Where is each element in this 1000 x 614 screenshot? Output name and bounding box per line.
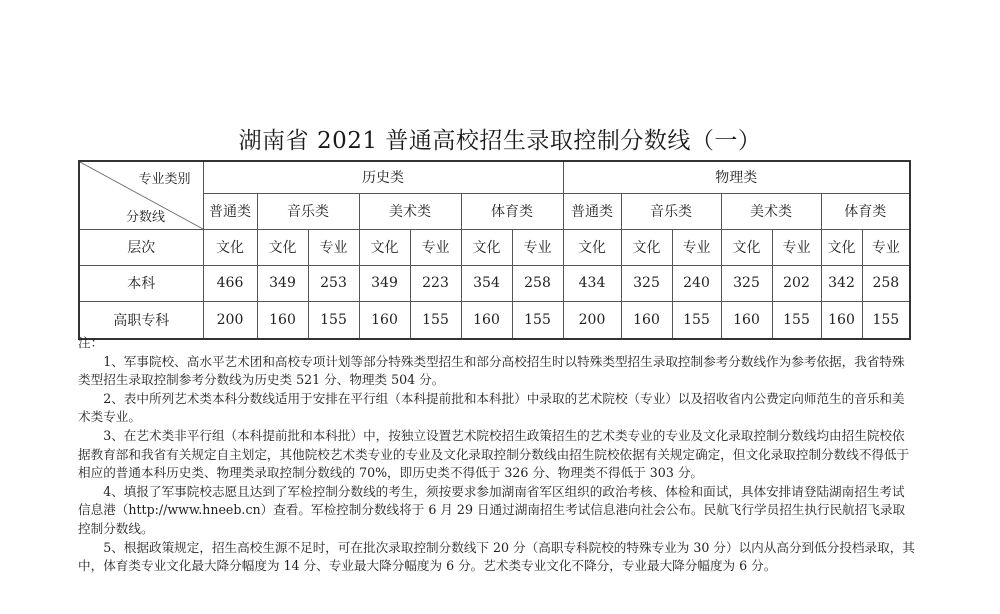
sub-header: 文化 bbox=[821, 229, 862, 265]
sub-header: 文化 bbox=[461, 229, 512, 265]
note-item: 4、填报了军事院校志愿且达到了军检控制分数线的考生，须按要求参加湖南省军区组织的政治考核、体检和面试，具体安排请登陆湖南招生考试信息港（http://www.hneeb.cn）查看。军检控制分数线将于 6 月 29 日通过湖南招生考试信息港向社会公布。民航飞行学员招生执行民航招飞录取控制分数线。 bbox=[78, 483, 906, 536]
score-cell: 155 bbox=[772, 301, 821, 339]
sub-header: 文化 bbox=[257, 229, 308, 265]
score-cell: 434 bbox=[563, 265, 621, 301]
row-label-vocational: 高职专科 bbox=[79, 301, 203, 339]
sub-header: 文化 bbox=[359, 229, 410, 265]
notes-section bbox=[78, 334, 916, 576]
score-cell: 342 bbox=[821, 265, 862, 301]
page-title: 湖南省 2021 普通高校招生录取控制分数线（一） bbox=[238, 128, 762, 154]
corner-header-cell bbox=[79, 161, 203, 229]
score-cell: 325 bbox=[721, 265, 772, 301]
score-cell: 325 bbox=[621, 265, 672, 301]
subcat-header: 体育类 bbox=[821, 193, 910, 229]
score-cell: 202 bbox=[772, 265, 821, 301]
score-cell: 349 bbox=[257, 265, 308, 301]
score-cell: 354 bbox=[461, 265, 512, 301]
note-item: 3、在艺术类非平行组（本科提前批和本科批）中，按独立设置艺术院校招生政策招生的艺术类专业的专业及文化录取控制分数线均由招生院校依据教育部和我省有关规定自主划定，其他院校艺术类专业的专业及文化录取控制分数线由招生院校依据有关规定确定，但文化录取控制分数线不得低于相应的普通本科历史类、物理类录取控制分数线的 70%，即历史类不得低于 326 分、物理类不得低于 303 分。 bbox=[78, 427, 910, 481]
score-cell: 160 bbox=[359, 301, 410, 339]
score-cell: 258 bbox=[862, 265, 910, 301]
score-cell: 155 bbox=[512, 301, 563, 339]
score-cell: 160 bbox=[621, 301, 672, 339]
score-cell: 160 bbox=[821, 301, 862, 339]
sub-header: 文化 bbox=[203, 229, 257, 265]
score-cell: 349 bbox=[359, 265, 410, 301]
subcat-header: 音乐类 bbox=[621, 193, 721, 229]
note-item: 2、表中所列艺术类本科分数线适用于安排在平行组（本科提前批和本科批）中录取的艺术院校（专业）以及招收省内公费定向师范生的音乐和美术类专业。 bbox=[78, 390, 905, 425]
corner-score-label: 分数线 bbox=[126, 210, 166, 225]
subcat-header: 普通类 bbox=[563, 193, 621, 229]
score-cell: 160 bbox=[461, 301, 512, 339]
level-header: 层次 bbox=[79, 229, 203, 265]
score-cell: 200 bbox=[203, 301, 257, 339]
subcat-header: 音乐类 bbox=[257, 193, 359, 229]
score-cell: 155 bbox=[308, 301, 359, 339]
subcat-header: 体育类 bbox=[461, 193, 563, 229]
subcat-header: 普通类 bbox=[203, 193, 257, 229]
score-cell: 258 bbox=[512, 265, 563, 301]
note-item: 1、军事院校、高水平艺术团和高校专项计划等部分特殊类型招生和部分高校招生时以特殊类型招生录取控制参考分数线作为参考依据，我省特殊类型招生录取控制参考分数线为历史类 521 分、物理类 504 分。 bbox=[78, 353, 905, 388]
notes-heading: 注： bbox=[78, 335, 104, 350]
sub-header: 专业 bbox=[308, 229, 359, 265]
score-cell: 466 bbox=[203, 265, 257, 301]
group-header-physics: 物理类 bbox=[563, 161, 910, 193]
score-cell: 160 bbox=[257, 301, 308, 339]
score-cell: 155 bbox=[862, 301, 910, 339]
score-cell: 155 bbox=[410, 301, 461, 339]
score-cell: 240 bbox=[672, 265, 721, 301]
sub-header: 文化 bbox=[621, 229, 672, 265]
score-cell: 155 bbox=[672, 301, 721, 339]
score-cell: 200 bbox=[563, 301, 621, 339]
corner-category-label: 专业类别 bbox=[138, 172, 191, 187]
score-table bbox=[78, 160, 911, 340]
sub-header: 专业 bbox=[862, 229, 910, 265]
sub-header: 专业 bbox=[410, 229, 461, 265]
sub-header: 专业 bbox=[672, 229, 721, 265]
score-cell: 223 bbox=[410, 265, 461, 301]
subcat-header: 美术类 bbox=[721, 193, 821, 229]
sub-header: 文化 bbox=[563, 229, 621, 265]
score-cell: 253 bbox=[308, 265, 359, 301]
subcat-header: 美术类 bbox=[359, 193, 461, 229]
group-header-history: 历史类 bbox=[203, 161, 563, 193]
row-label-undergraduate: 本科 bbox=[79, 265, 203, 301]
sub-header: 专业 bbox=[772, 229, 821, 265]
sub-header: 文化 bbox=[721, 229, 772, 265]
sub-header: 专业 bbox=[512, 229, 563, 265]
note-item: 5、根据政策规定，招生高校生源不足时，可在批次录取控制分数线下 20 分（高职专科院校的特殊专业为 30 分）以内从高分到低分投档录取，其中，体育类专业文化最大降分幅度为 14 分、专业最大降分幅度为 6 分。艺术类专业文化不降分，专业最大降分幅度为 6 分。 bbox=[78, 539, 915, 574]
score-cell: 160 bbox=[721, 301, 772, 339]
